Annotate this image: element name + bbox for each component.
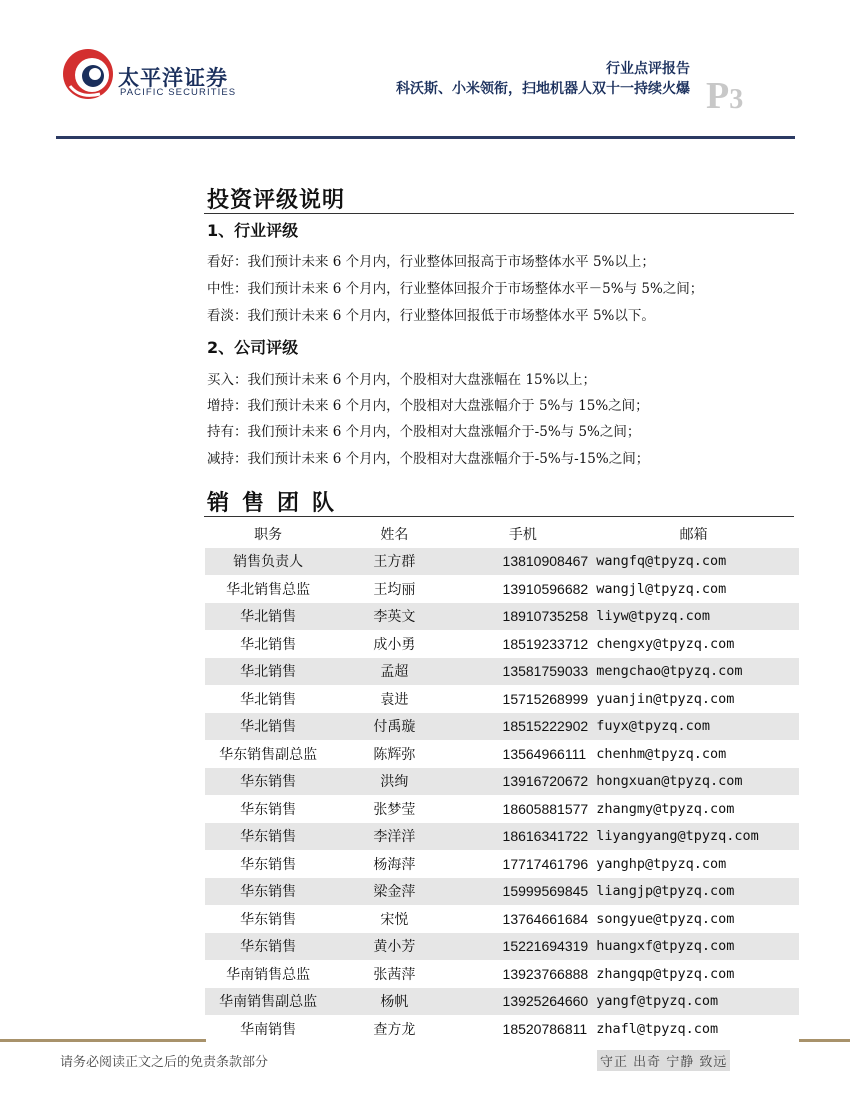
- table-header-row: [205, 520, 799, 547]
- cell-position: 华北销售: [205, 658, 331, 685]
- cell-name: 梁金萍: [331, 878, 457, 905]
- report-title: 科沃斯、小米领衔，扫地机器人双十一持续火爆: [396, 81, 690, 97]
- cell-position: 华东销售: [240, 856, 297, 873]
- table-row: [205, 658, 799, 685]
- cell-position: 华北销售: [205, 713, 331, 740]
- pacific-securities-logo-icon: [58, 44, 118, 104]
- cell-phone: 13923766888: [502, 965, 589, 982]
- cell-position: 华东销售: [205, 878, 331, 905]
- cell-position: 华北销售: [240, 636, 297, 653]
- table-row: [205, 1016, 799, 1043]
- company-rating-line: 减持：我们预计未来 6 个月内，个股相对大盘涨幅介于-5%与-15%之间；: [207, 451, 650, 467]
- cell-position: 华东销售: [240, 801, 297, 818]
- cell-phone: 13581759033: [458, 658, 589, 685]
- cell-phone: 18520786811: [502, 1020, 588, 1037]
- table-row: [205, 796, 799, 823]
- column-header-email: 邮箱: [679, 526, 708, 543]
- table-row: [205, 603, 799, 630]
- cell-email: huangxf@tpyzq.com: [588, 933, 799, 960]
- table-row: [205, 906, 799, 933]
- cell-name: 李英文: [331, 603, 457, 630]
- cell-position: 华东销售: [205, 933, 331, 960]
- cell-name: 付禹璇: [331, 713, 457, 740]
- cell-position: 华东销售副总监: [219, 746, 318, 763]
- cell-name: 洪绚: [331, 768, 457, 795]
- cell-name: 袁进: [380, 691, 409, 708]
- industry-rating-title: 1、行业评级: [207, 221, 299, 240]
- cell-phone: 13564966111: [502, 745, 587, 762]
- cell-position: 华南销售副总监: [205, 988, 331, 1015]
- column-header-name: 姓名: [380, 526, 409, 543]
- footer-disclaimer: 请务必阅读正文之后的免责条款部分: [60, 1055, 269, 1070]
- sales-team-table: [205, 519, 799, 1043]
- table-row: [205, 686, 799, 713]
- company-rating-line: 买入：我们预计未来 6 个月内，个股相对大盘涨幅在 15%以上；: [207, 372, 596, 388]
- table-row: [205, 851, 799, 878]
- cell-phone: 15999569845: [458, 878, 589, 905]
- report-type: 行业点评报告: [606, 61, 690, 77]
- cell-name: 查方龙: [373, 1021, 416, 1038]
- cell-email: chengxy@tpyzq.com: [596, 635, 735, 652]
- rating-divider: [204, 213, 794, 214]
- industry-rating-line: 看好：我们预计未来 6 个月内，行业整体回报高于市场整体水平 5%以上；: [207, 254, 655, 270]
- cell-email: chenhm@tpyzq.com: [596, 745, 727, 762]
- cell-email: hongxuan@tpyzq.com: [588, 768, 799, 795]
- cell-name: 孟超: [331, 658, 457, 685]
- logo-english-name: PACIFIC SECURITIES: [120, 87, 237, 98]
- cell-phone: 15715268999: [502, 690, 589, 707]
- cell-email: wangjl@tpyzq.com: [596, 580, 727, 597]
- cell-position: 华东销售: [205, 768, 331, 795]
- cell-phone: 17717461796: [502, 855, 589, 872]
- table-row: [205, 548, 799, 575]
- cell-phone: 15221694319: [458, 933, 589, 960]
- cell-position: 华南销售: [240, 1021, 297, 1038]
- company-rating-line: 增持：我们预计未来 6 个月内，个股相对大盘涨幅介于 5%与 15%之间；: [207, 398, 649, 414]
- cell-email: mengchao@tpyzq.com: [588, 658, 799, 685]
- industry-rating-line: 看淡：我们预计未来 6 个月内，行业整体回报低于市场整体水平 5%以下。: [207, 308, 655, 324]
- cell-name: 成小勇: [373, 636, 416, 653]
- cell-position: 华东销售: [205, 823, 331, 850]
- sales-team-title: 销售团队: [207, 490, 348, 516]
- cell-name: 张茜萍: [373, 966, 416, 983]
- cell-email: liyw@tpyzq.com: [588, 603, 799, 630]
- cell-phone: 13810908467: [458, 548, 589, 575]
- footer-divider-left: [0, 1039, 206, 1042]
- cell-email: songyue@tpyzq.com: [596, 910, 735, 927]
- industry-rating-line: 中性：我们预计未来 6 个月内，行业整体回报介于市场整体水平－5%与 5%之间；: [207, 281, 704, 297]
- cell-phone: 13916720672: [458, 768, 589, 795]
- cell-name: 李洋洋: [331, 823, 457, 850]
- cell-email: liangjp@tpyzq.com: [588, 878, 799, 905]
- cell-email: wangfq@tpyzq.com: [588, 548, 799, 575]
- company-rating-line: 持有：我们预计未来 6 个月内，个股相对大盘涨幅介于-5%与 5%之间；: [207, 424, 641, 440]
- cell-email: yanghp@tpyzq.com: [596, 855, 727, 872]
- cell-phone: 18515222902: [458, 713, 589, 740]
- page-number: P3: [706, 75, 744, 117]
- cell-name: 王方群: [331, 548, 457, 575]
- cell-position: 华东销售: [240, 911, 297, 928]
- cell-email: zhangmy@tpyzq.com: [596, 800, 735, 817]
- table-row: [205, 631, 799, 658]
- cell-name: 陈辉弥: [373, 746, 416, 763]
- cell-name: 张梦莹: [373, 801, 416, 818]
- cell-name: 王均丽: [373, 581, 416, 598]
- table-row: [205, 933, 799, 960]
- cell-position: 华北销售总监: [226, 581, 311, 598]
- table-row: [205, 713, 799, 740]
- table-row: [205, 768, 799, 795]
- table-row: [205, 988, 799, 1015]
- header-divider: [56, 136, 795, 139]
- cell-position: 华北销售: [240, 691, 297, 708]
- cell-email: zhangqp@tpyzq.com: [596, 965, 735, 982]
- cell-name: 杨海萍: [373, 856, 416, 873]
- table-row: [205, 576, 799, 603]
- cell-name: 黄小芳: [331, 933, 457, 960]
- cell-phone: 18910735258: [458, 603, 589, 630]
- sales-team-divider: [204, 516, 794, 517]
- logo-chinese-name: 太平洋证券: [118, 66, 228, 90]
- company-rating-title: 2、公司评级: [207, 338, 299, 357]
- cell-email: liyangyang@tpyzq.com: [588, 823, 799, 850]
- cell-phone: 13925264660: [458, 988, 589, 1015]
- cell-phone: 18605881577: [502, 800, 589, 817]
- footer-divider-right: [799, 1039, 850, 1042]
- cell-phone: 18616341722: [458, 823, 589, 850]
- cell-email: yangf@tpyzq.com: [588, 988, 799, 1015]
- cell-email: zhafl@tpyzq.com: [596, 1020, 719, 1037]
- cell-position: 华北销售: [205, 603, 331, 630]
- table-row: [205, 741, 799, 768]
- cell-name: 宋悦: [380, 911, 409, 928]
- cell-name: 杨帆: [331, 988, 457, 1015]
- cell-phone: 18519233712: [502, 635, 589, 652]
- cell-position: 销售负责人: [205, 548, 331, 575]
- column-header-position: 职务: [254, 526, 283, 543]
- cell-phone: 13764661684: [502, 910, 589, 927]
- cell-email: fuyx@tpyzq.com: [588, 713, 799, 740]
- rating-section-title: 投资评级说明: [207, 187, 346, 213]
- table-row: [205, 878, 799, 905]
- footer-motto: 守正 出奇 宁静 致远: [597, 1050, 730, 1071]
- cell-phone: 13910596682: [502, 580, 589, 597]
- cell-position: 华南销售总监: [226, 966, 311, 983]
- table-row: [205, 961, 799, 988]
- table-row: [205, 823, 799, 850]
- column-header-phone: 手机: [508, 526, 537, 543]
- cell-email: yuanjin@tpyzq.com: [596, 690, 735, 707]
